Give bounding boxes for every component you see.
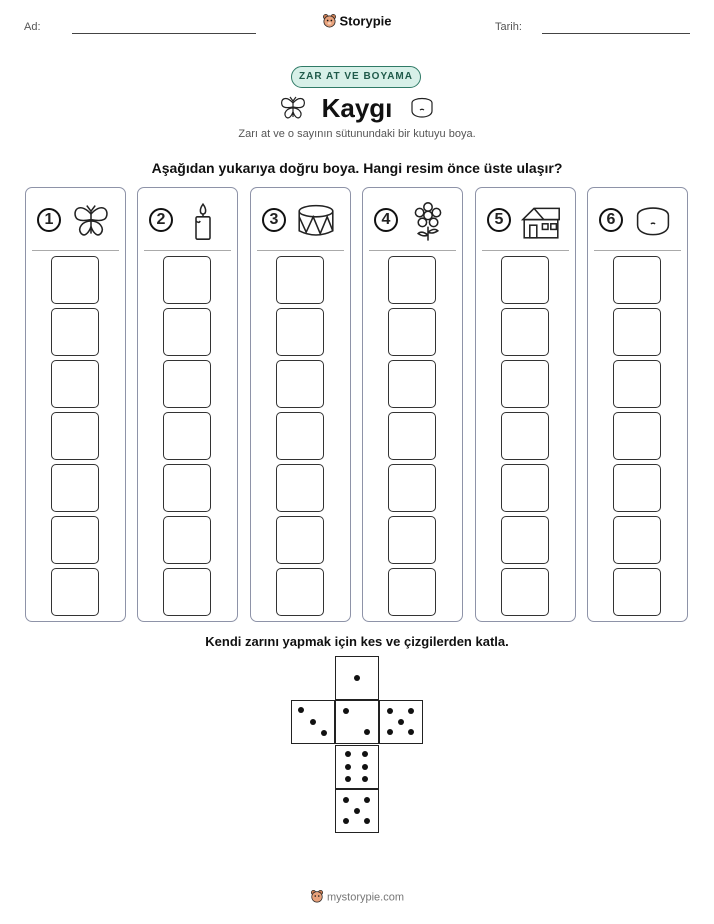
color-box[interactable] [163, 568, 211, 616]
color-box[interactable] [51, 568, 99, 616]
color-box[interactable] [501, 412, 549, 460]
color-box[interactable] [51, 360, 99, 408]
color-box[interactable] [613, 360, 661, 408]
dice-face-2 [335, 700, 379, 744]
dice-pip [364, 729, 370, 735]
footer [0, 889, 714, 906]
color-box[interactable] [388, 360, 436, 408]
dice-pip [354, 808, 360, 814]
color-box[interactable] [388, 256, 436, 304]
worried-face-icon [407, 93, 437, 123]
dice-pip [364, 797, 370, 803]
dice-pip [343, 708, 349, 714]
color-box[interactable] [613, 308, 661, 356]
dice-face-5 [335, 789, 379, 833]
column-number: 4 [374, 208, 398, 232]
date-line[interactable] [542, 33, 690, 34]
column-divider [482, 250, 569, 251]
column-divider [32, 250, 119, 251]
page-title: Kaygı [321, 93, 393, 123]
bear-logo-icon [322, 13, 337, 31]
butterfly-icon [70, 200, 112, 242]
dice-column-6 [587, 187, 688, 622]
dice-pip [345, 764, 351, 770]
dice-column-2 [137, 187, 238, 622]
column-divider [369, 250, 456, 251]
dice-pip [398, 719, 404, 725]
color-box[interactable] [276, 412, 324, 460]
date-label: Tarih: [495, 21, 522, 33]
bear-logo-icon [310, 889, 324, 906]
dice-face-5 [379, 700, 423, 744]
color-box[interactable] [163, 464, 211, 512]
worried-face-icon [632, 200, 674, 242]
brand-logo [0, 13, 714, 31]
dice-pip [408, 708, 414, 714]
column-number: 6 [599, 208, 623, 232]
brand-name: Storypie [339, 13, 392, 29]
candle-icon [182, 200, 224, 242]
color-box[interactable] [501, 516, 549, 564]
house-icon [520, 200, 562, 242]
color-box[interactable] [501, 360, 549, 408]
color-box[interactable] [613, 568, 661, 616]
color-box[interactable] [51, 256, 99, 304]
color-box[interactable] [613, 256, 661, 304]
dice-column-4 [362, 187, 463, 622]
dice-pip [362, 751, 368, 757]
dice-face-3 [291, 700, 335, 744]
footer-url: mystorypie.com [326, 891, 405, 904]
column-divider [594, 250, 681, 251]
activity-badge: ZAR AT VE BOYAMA [291, 66, 421, 88]
dice-pip [345, 751, 351, 757]
dice-pip [387, 729, 393, 735]
column-divider [257, 250, 344, 251]
color-box[interactable] [163, 360, 211, 408]
color-box[interactable] [276, 256, 324, 304]
color-box[interactable] [276, 360, 324, 408]
instruction-text: Aşağıdan yukarıya doğru boya. Hangi resim önce üste ulaşır? [151, 160, 563, 176]
color-box[interactable] [501, 464, 549, 512]
name-line[interactable] [72, 33, 256, 34]
column-number: 5 [487, 208, 511, 232]
dice-column-3 [250, 187, 351, 622]
color-box[interactable] [51, 308, 99, 356]
dice-pip [362, 776, 368, 782]
color-box[interactable] [276, 516, 324, 564]
color-box[interactable] [613, 412, 661, 460]
dice-pip [298, 707, 304, 713]
dice-pip [310, 719, 316, 725]
dice-pip [387, 708, 393, 714]
color-box[interactable] [501, 308, 549, 356]
dice-column-1 [25, 187, 126, 622]
color-box[interactable] [51, 464, 99, 512]
dice-face-6 [335, 745, 379, 789]
color-box[interactable] [163, 256, 211, 304]
color-box[interactable] [388, 464, 436, 512]
color-box[interactable] [388, 568, 436, 616]
dice-pip [343, 818, 349, 824]
column-number: 1 [37, 208, 61, 232]
fold-instruction: Kendi zarını yapmak için kes ve çizgilerden katla. [205, 634, 509, 649]
color-box[interactable] [276, 568, 324, 616]
color-box[interactable] [51, 516, 99, 564]
color-box[interactable] [276, 464, 324, 512]
dice-pip [345, 776, 351, 782]
column-divider [144, 250, 231, 251]
color-box[interactable] [388, 308, 436, 356]
color-box[interactable] [163, 516, 211, 564]
color-box[interactable] [51, 412, 99, 460]
color-box[interactable] [501, 568, 549, 616]
color-box[interactable] [388, 516, 436, 564]
page-subtitle: Zarı at ve o sayının sütunundaki bir kutuyu boya. [238, 128, 476, 140]
color-box[interactable] [163, 412, 211, 460]
color-box[interactable] [613, 516, 661, 564]
dice-pip [321, 730, 327, 736]
name-label: Ad: [24, 21, 41, 33]
column-number: 3 [262, 208, 286, 232]
dice-pip [354, 675, 360, 681]
color-box[interactable] [613, 464, 661, 512]
dice-face-1 [335, 656, 379, 700]
dice-pip [364, 818, 370, 824]
drum-icon [295, 200, 337, 242]
color-box[interactable] [388, 412, 436, 460]
dice-pip [343, 797, 349, 803]
color-box[interactable] [501, 256, 549, 304]
column-number: 2 [149, 208, 173, 232]
color-box[interactable] [276, 308, 324, 356]
dice-pip [362, 764, 368, 770]
color-box[interactable] [163, 308, 211, 356]
dice-column-5 [475, 187, 576, 622]
dice-pip [408, 729, 414, 735]
flower-icon [407, 200, 449, 242]
